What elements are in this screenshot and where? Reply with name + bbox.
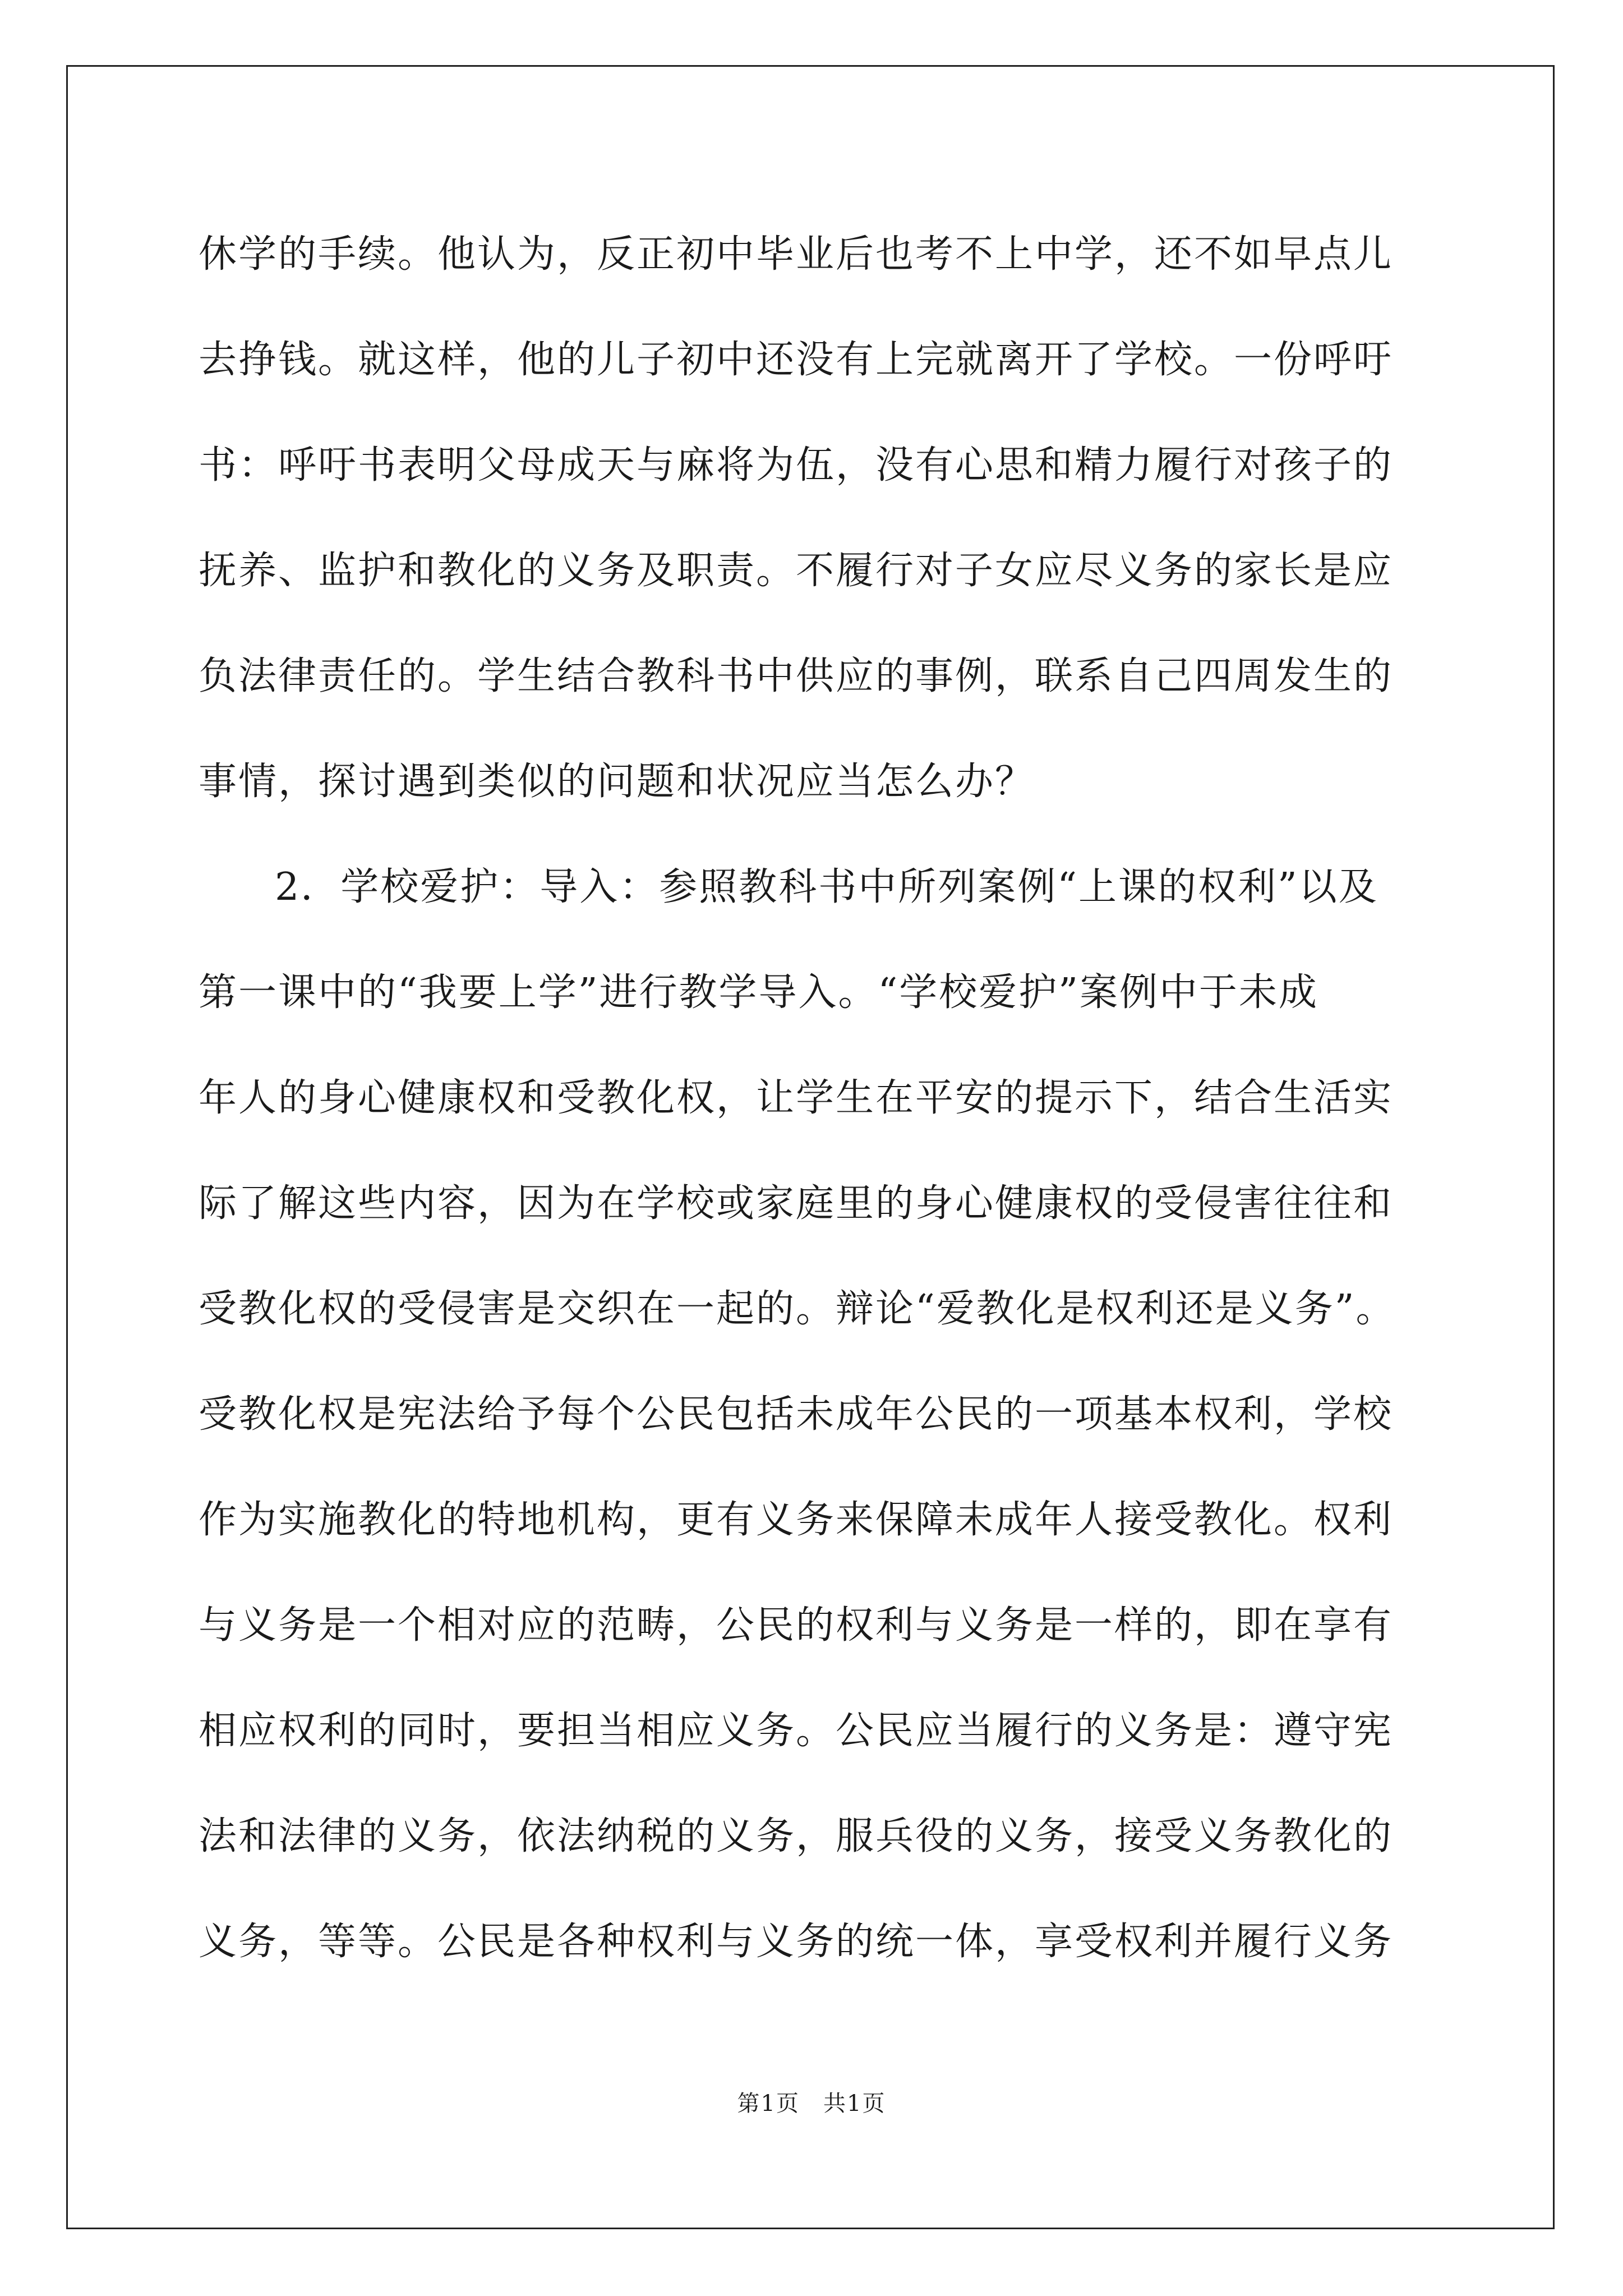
body-line: 法和法律的义务，依法纳税的义务，服兵役的义务，接受义务教化的 — [199, 1814, 1394, 1858]
body-line: 书：呼吁书表明父母成天与麻将为伍，没有心思和精力履行对孩子的 — [199, 443, 1394, 487]
body-line: 相应权利的同时，要担当相应义务。公民应当履行的义务是：遵守宪 — [199, 1709, 1394, 1753]
body-line: 第一课中的“我要上学”进行教学导入。“学校爱护”案例中于未成 — [199, 970, 1319, 1015]
body-line: 际了解这些内容，因为在学校或家庭里的身心健康权的受侵害往往和 — [199, 1181, 1394, 1226]
body-line: 事情，探讨遇到类似的问题和状况应当怎么办？ — [199, 760, 1035, 804]
body-line: 受教化权的受侵害是交织在一起的。辩论“爱教化是权利还是义务”。 — [199, 1287, 1396, 1331]
body-line: 去挣钱。就这样，他的儿子初中还没有上完就离开了学校。一份呼吁 — [199, 338, 1394, 382]
body-line: 负法律责任的。学生结合教科书中供应的事例，联系自己四周发生的 — [199, 654, 1394, 698]
page-number-footer: 第1页 共1页 — [737, 2091, 886, 2116]
body-line: 休学的手续。他认为，反正初中毕业后也考不上中学，还不如早点儿 — [199, 232, 1394, 277]
body-line: 作为实施教化的特地机构，更有义务来保障未成年人接受教化。权利 — [199, 1498, 1394, 1542]
body-line: 受教化权是宪法给予每个公民包括未成年公民的一项基本权利，学校 — [199, 1392, 1394, 1437]
body-line: 与义务是一个相对应的范畴，公民的权利与义务是一样的，即在享有 — [199, 1603, 1394, 1648]
document-body — [199, 202, 1455, 1995]
body-line: 义务，等等。公民是各种权利与义务的统一体，享受权利并履行义务 — [199, 1920, 1394, 1964]
section-heading-line: 2．学校爱护：导入：参照教科书中所列案例“上课的权利”以及 — [275, 865, 1378, 909]
body-line: 抚养、监护和教化的义务及职责。不履行对子女应尽义务的家长是应 — [199, 549, 1394, 593]
body-line: 年人的身心健康权和受教化权，让学生在平安的提示下，结合生活实 — [199, 1076, 1394, 1120]
